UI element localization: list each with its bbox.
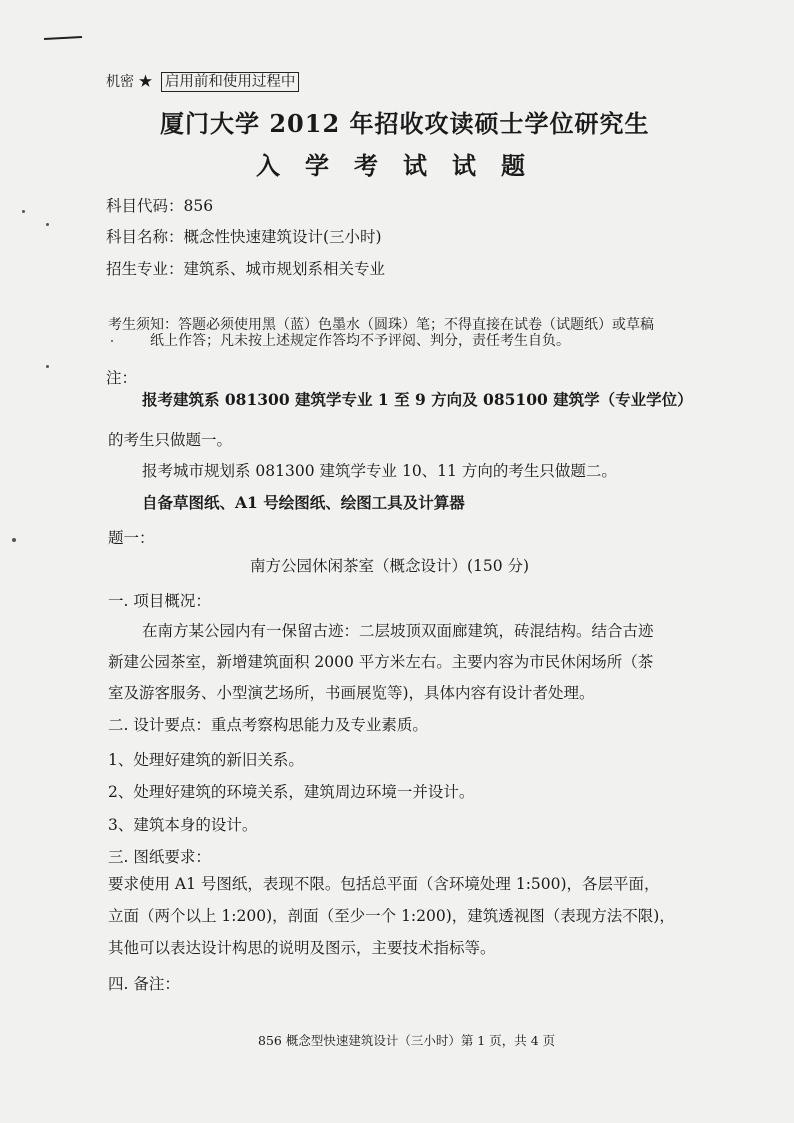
scan-speck [22, 210, 25, 213]
section-3-line-2: 立面（两个以上 1:200)，剖面（至少一个 1:200)，建筑透视图（表现方法不限)， [108, 907, 675, 925]
section-1-line-3: 室及游客服务、小型演艺场所，书画展览等)，具体内容有设计者处理。 [108, 684, 595, 702]
scan-speck [111, 340, 113, 342]
note-line-1: 报考建筑系 081300 建筑学专业 1 至 9 方向及 085100 建筑学（专业学位） [142, 390, 693, 409]
section-4-heading: 四. 备注： [108, 975, 180, 993]
section-2-item-2: 2、处理好建筑的环境关系，建筑周边环境一并设计。 [108, 783, 475, 801]
section-3-line-3: 其他可以表达设计构思的说明及图示，主要技术指标等。 [108, 939, 496, 957]
scan-speck [12, 538, 16, 542]
section-2-heading: 二. 设计要点：重点考察构思能力及专业素质。 [108, 716, 428, 734]
note-line-2: 的考生只做题一。 [108, 431, 233, 449]
question-1-title: 南方公园休闲茶室（概念设计）(150 分) [250, 557, 530, 575]
classification-label: 机密 [106, 74, 134, 90]
scan-mark [44, 36, 82, 40]
section-1-line-1: 在南方某公园内有一保留古迹：二层坡顶双面廊建筑，砖混结构。结合古迹 [142, 622, 654, 640]
section-2-item-3: 3、建筑本身的设计。 [108, 816, 258, 834]
section-3-heading: 三. 图纸要求： [108, 848, 211, 866]
classification-header [106, 72, 299, 92]
subject-code: 科目代码：856 [106, 197, 214, 215]
subject-major: 招生专业：建筑系、城市规划系相关专业 [106, 260, 386, 278]
notice-line-2: 纸上作答；凡未按上述规定作答均不予评阅、判分，责任考生自负。 [150, 333, 570, 349]
subject-name: 科目名称：概念性快速建筑设计(三小时) [106, 228, 382, 246]
note-line-4: 自备草图纸、A1 号绘图纸、绘图工具及计算器 [142, 493, 465, 512]
scan-speck [46, 223, 49, 226]
exam-subtitle: 入学考试试题 [256, 151, 550, 180]
note-label: 注： [106, 369, 138, 387]
classification-note: 启用前和使用过程中 [161, 72, 300, 92]
notice-line-1: 考生须知：答题必须使用黑（蓝）色墨水（圆珠）笔；不得直接在试卷（试题纸）或草稿 [108, 317, 654, 333]
section-1-heading: 一. 项目概况： [108, 592, 211, 610]
exam-title: 厦门大学 2012 年招收攻读硕士学位研究生 [160, 109, 650, 138]
star-icon: ★ [138, 74, 153, 90]
section-2-item-1: 1、处理好建筑的新旧关系。 [108, 751, 304, 769]
section-3-line-1: 要求使用 A1 号图纸，表现不限。包括总平面（含环境处理 1:500)，各层平面， [108, 875, 660, 893]
section-1-line-2: 新建公园茶室，新增建筑面积 2000 平方米左右。主要内容为市民休闲场所（茶 [108, 653, 654, 671]
note-line-3: 报考城市规划系 081300 建筑学专业 10、11 方向的考生只做题二。 [142, 462, 617, 480]
question-1-label: 题一： [108, 529, 155, 547]
scan-speck [46, 365, 49, 368]
page-footer: 856 概念型快速建筑设计（三小时）第 1 页，共 4 页 [258, 1033, 556, 1048]
